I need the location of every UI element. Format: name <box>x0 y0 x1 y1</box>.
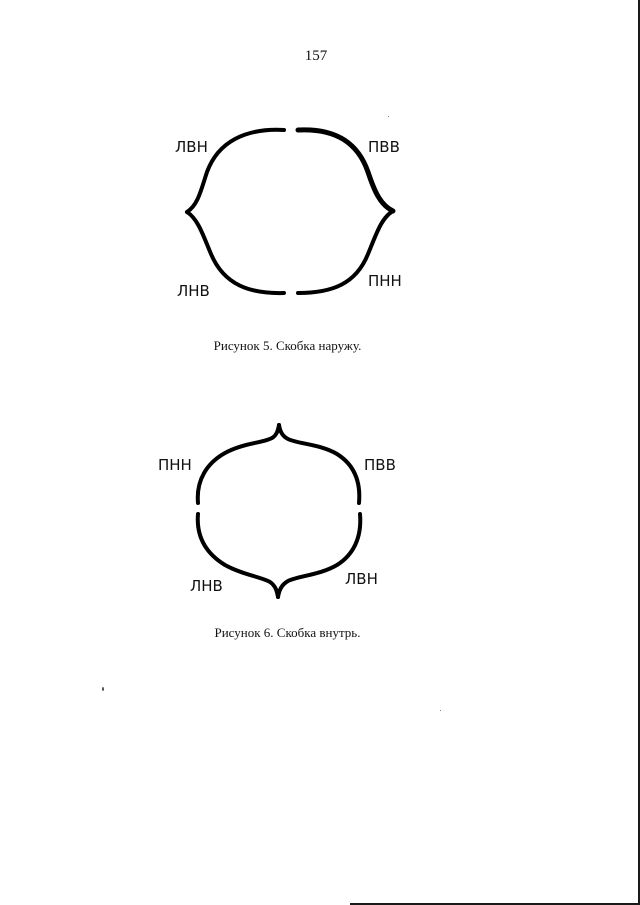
figure-6-label-bottom-left: ЛНВ <box>190 577 223 595</box>
scan-speck <box>102 687 104 691</box>
scan-speck <box>388 116 389 117</box>
figure-5-left-bracket-bottom <box>187 212 284 293</box>
figure-5-label-bottom-right: ПНН <box>368 272 402 290</box>
figure-5-label-top-right: ПВВ <box>368 138 400 156</box>
figure-6-top-bracket-left <box>198 425 279 503</box>
figure-5-label-bottom-left: ЛНВ <box>177 282 210 300</box>
figure-5-label-top-left: ЛВН <box>175 138 208 156</box>
figure-6-label-bottom-right: ЛВН <box>345 570 378 588</box>
figure-6-label-top-left: ПНН <box>158 456 192 474</box>
scan-speck <box>440 710 441 711</box>
figure-6-top-bracket-right <box>279 425 359 503</box>
figure-5-bracket-outward <box>0 110 640 310</box>
figure-6-label-top-right: ПВВ <box>364 456 396 474</box>
figure-6-bracket-inward <box>0 415 640 605</box>
page-number: 157 <box>304 48 328 64</box>
figure-6-caption: Рисунок 6. Скобка внутрь. <box>214 625 361 640</box>
figure-5-caption: Рисунок 5. Скобка наружу. <box>213 338 362 353</box>
